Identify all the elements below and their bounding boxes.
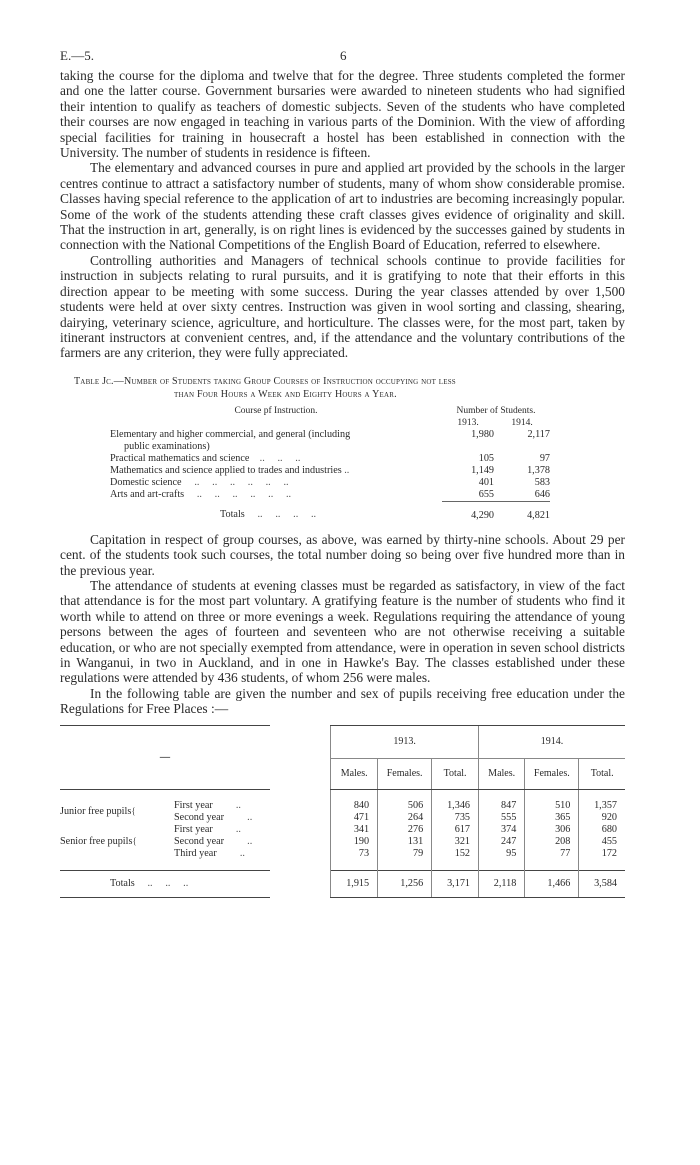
table-jc-cell: 401 xyxy=(478,476,494,488)
col-males-1914: Males. xyxy=(479,758,525,789)
paragraph-6: In the following table are given the number and sex of pupils receiving free education under the Regulations for Free Places :— xyxy=(60,685,625,717)
document-page xyxy=(60,48,625,898)
table-jc-cell: 105 xyxy=(478,452,494,464)
cell: 276 xyxy=(378,824,432,836)
table-row xyxy=(110,441,550,453)
table-jc-row-label: Mathematics and science applied to trades and industries xyxy=(110,464,342,476)
cell: 1,357 xyxy=(579,800,625,812)
table-row: Arts and art-crafts .. .. .. .. .. .. 655 646 xyxy=(110,488,550,500)
cell: 79 xyxy=(378,848,432,860)
total-cell: 1,256 xyxy=(378,870,432,897)
year-label: Second year .. xyxy=(174,835,253,847)
cell: 365 xyxy=(525,812,579,824)
group-label-junior: Junior free pupils xyxy=(60,806,132,818)
paragraph-4: Capitation in respect of group courses, as above, was earned by thirty-nine schools. About 29 per cent. of the students took such courses, the total number doing so being over five hundred more than in the previous year. xyxy=(60,531,625,578)
table-jc-cell: 646 xyxy=(534,488,550,500)
cell: 172 xyxy=(579,848,625,860)
table-jc-cell: 1,149 xyxy=(471,464,494,476)
table-jc-caption xyxy=(60,375,625,401)
table-jc xyxy=(110,405,550,522)
table-jc-cell: 1,980 xyxy=(471,428,494,440)
page-header xyxy=(60,48,625,68)
cell: 264 xyxy=(378,812,432,824)
free-places-year-1914: 1914. xyxy=(479,725,626,758)
total-cell: 1,915 xyxy=(331,870,378,897)
table-row: Practical mathematics and science .. .. .. 105 97 xyxy=(110,452,550,464)
paragraph-3: Controlling authorities and Managers of technical schools continue to provide facilities for instruction in subjects relating to rural pursuits, and it is gratifying to note that their efforts in this direction appear to be meeting with some success. During the year classes attended by over 1,500 students were held at over sixty centres. Instruction was given in wool sorting and classing, shearing, dairying, veterinary science, agriculture, and horticulture. The classes were, for the most part, taken by itinerant instructors at convenient centres, and, if the attendance and the voluntary contributions of the farmers are any criterion, they were fully appreciated. xyxy=(60,252,625,361)
cell: 95 xyxy=(479,848,525,860)
col-total-1914: Total. xyxy=(579,758,625,789)
table-jc-total-1913: 4,290 xyxy=(442,501,494,522)
cell: 190 xyxy=(331,836,378,848)
table-jc-cell: 97 xyxy=(539,452,550,464)
table-jc-caption-line1: Table Jc.—Number of Students taking Group Courses of Instruction occupying not less xyxy=(74,375,456,387)
cell: 152 xyxy=(432,848,479,860)
cell: 77 xyxy=(525,848,579,860)
table-jc-total-1914: 4,821 xyxy=(494,501,550,522)
document-reference: E.—5. xyxy=(60,48,94,63)
paragraph-1: taking the course for the diploma and twelve that for the degree. Three students completed the former and one the latter course. Government bursaries were awarded to nineteen students who had signified their intention to qualify as teachers of domestic subjects. Seven of the students who have completed their courses are now engaged in teaching in various parts of the Dominion. With the view of affording special facilities for training in housecraft a hostel has been established in connection with the University. The number of students in residence is fifteen. xyxy=(60,68,625,161)
paragraph-5: The attendance of students at evening classes must be regarded as satisfactory, in view of the fact that attendance is for the most part voluntary. A gratifying feature is the number of students who find it worth while to attend on three or more evenings a week. Regulations requiring the attendance of young persons between the ages of fourteen and seventeen who are not otherwise receiving a suitable education, or who are not specially exempted from attendance, were in operation in seven school districts in Wanganui, in two in Auckland, and in one in Hawke's Bay. The classes established under these regulations were attended by 436 students, of whom 256 were males. xyxy=(60,577,625,686)
page-number: 6 xyxy=(340,48,347,63)
table-jc-cell: 1,378 xyxy=(527,464,550,476)
cell: 321 xyxy=(432,836,479,848)
free-places-stub-header: — xyxy=(60,725,270,789)
cell: 471 xyxy=(331,812,378,824)
table-jc-number-header: Number of Students. xyxy=(456,405,536,416)
total-cell: 2,118 xyxy=(479,870,525,897)
cell: 506 xyxy=(378,800,432,812)
group-label-senior: Senior free pupils xyxy=(60,836,133,848)
table-row: Junior free pupils{ First year .. 840 506 1,346 847 510 1,357 xyxy=(60,800,625,812)
cell: 510 xyxy=(525,800,579,812)
cell: 341 xyxy=(331,824,378,836)
cell: 208 xyxy=(525,836,579,848)
cell: 847 xyxy=(479,800,525,812)
cell: 455 xyxy=(579,836,625,848)
year-label: Third year .. xyxy=(174,847,245,859)
table-row xyxy=(110,429,550,441)
year-label: Second year .. xyxy=(174,811,253,823)
cell: 840 xyxy=(331,800,378,812)
table-jc-row-label: Practical mathematics and science xyxy=(110,452,250,464)
table-jc-row-label: Elementary and higher commercial, and general (including xyxy=(110,428,351,440)
table-jc-totals-row: Totals .. .. .. .. 4,290 4,821 xyxy=(110,501,550,522)
col-females-1914: Females. xyxy=(525,758,579,789)
table-jc-cell: 583 xyxy=(534,476,550,488)
col-total-1913: Total. xyxy=(432,758,479,789)
table-row: Mathematics and science applied to trades and industries .. 1,149 1,378 xyxy=(110,464,550,476)
cell: 555 xyxy=(479,812,525,824)
year-label: First year .. xyxy=(174,823,241,835)
col-females-1913: Females. xyxy=(378,758,432,789)
paragraph-2: The elementary and advanced courses in pure and applied art provided by the schools in the larger centres continue to attract a satisfactory number of students, many of whom show considerable promise. Classes having special reference to the application of art to industries are becoming increasingly popular. Some of the work of the students attending these craft classes gives evidence of originality and skill. That the instruction in art, generally, is on right lines is evidenced by the successes gained by students in connection with the National Competitions of the English Board of Education, referred to elsewhere. xyxy=(60,160,625,253)
cell: 920 xyxy=(579,812,625,824)
year-label: First year .. xyxy=(174,799,241,811)
col-males-1913: Males. xyxy=(331,758,378,789)
table-jc-year-1913: 1913. xyxy=(457,417,479,428)
total-cell: 3,171 xyxy=(432,870,479,897)
free-places-totals-row: Totals .. .. .. 1,915 1,256 3,171 2,118 1,466 3,584 xyxy=(60,870,625,897)
table-jc-caption-line2: than Four Hours a Week and Eighty Hours a Year. xyxy=(174,388,397,400)
cell: 374 xyxy=(479,824,525,836)
table-jc-cell: 655 xyxy=(478,488,494,500)
free-places-year-1913: 1913. xyxy=(331,725,479,758)
cell: 680 xyxy=(579,824,625,836)
table-jc-row-label-continued: public examinations) xyxy=(124,440,210,452)
free-places-totals-label: Totals xyxy=(110,877,135,889)
cell: 131 xyxy=(378,836,432,848)
cell: 306 xyxy=(525,824,579,836)
free-places-table xyxy=(60,725,625,898)
cell: 735 xyxy=(432,812,479,824)
table-row: Senior free pupils{ First year .. 341 276 617 374 306 680 xyxy=(60,824,625,836)
table-jc-cell: 2,117 xyxy=(527,428,550,440)
table-jc-year-1914: 1914. xyxy=(511,417,533,428)
cell: 617 xyxy=(432,824,479,836)
total-cell: 3,584 xyxy=(579,870,625,897)
cell: 73 xyxy=(331,848,378,860)
table-row: Domestic science .. .. .. .. .. .. 401 583 xyxy=(110,476,550,488)
table-jc-course-header: Course pf Instruction. xyxy=(234,405,318,416)
total-cell: 1,466 xyxy=(525,870,579,897)
cell: 247 xyxy=(479,836,525,848)
table-jc-row-label: Domestic science xyxy=(110,476,182,488)
table-jc-totals-label: Totals xyxy=(220,509,245,521)
cell: 1,346 xyxy=(432,800,479,812)
table-jc-row-label: Arts and art-crafts xyxy=(110,488,185,500)
